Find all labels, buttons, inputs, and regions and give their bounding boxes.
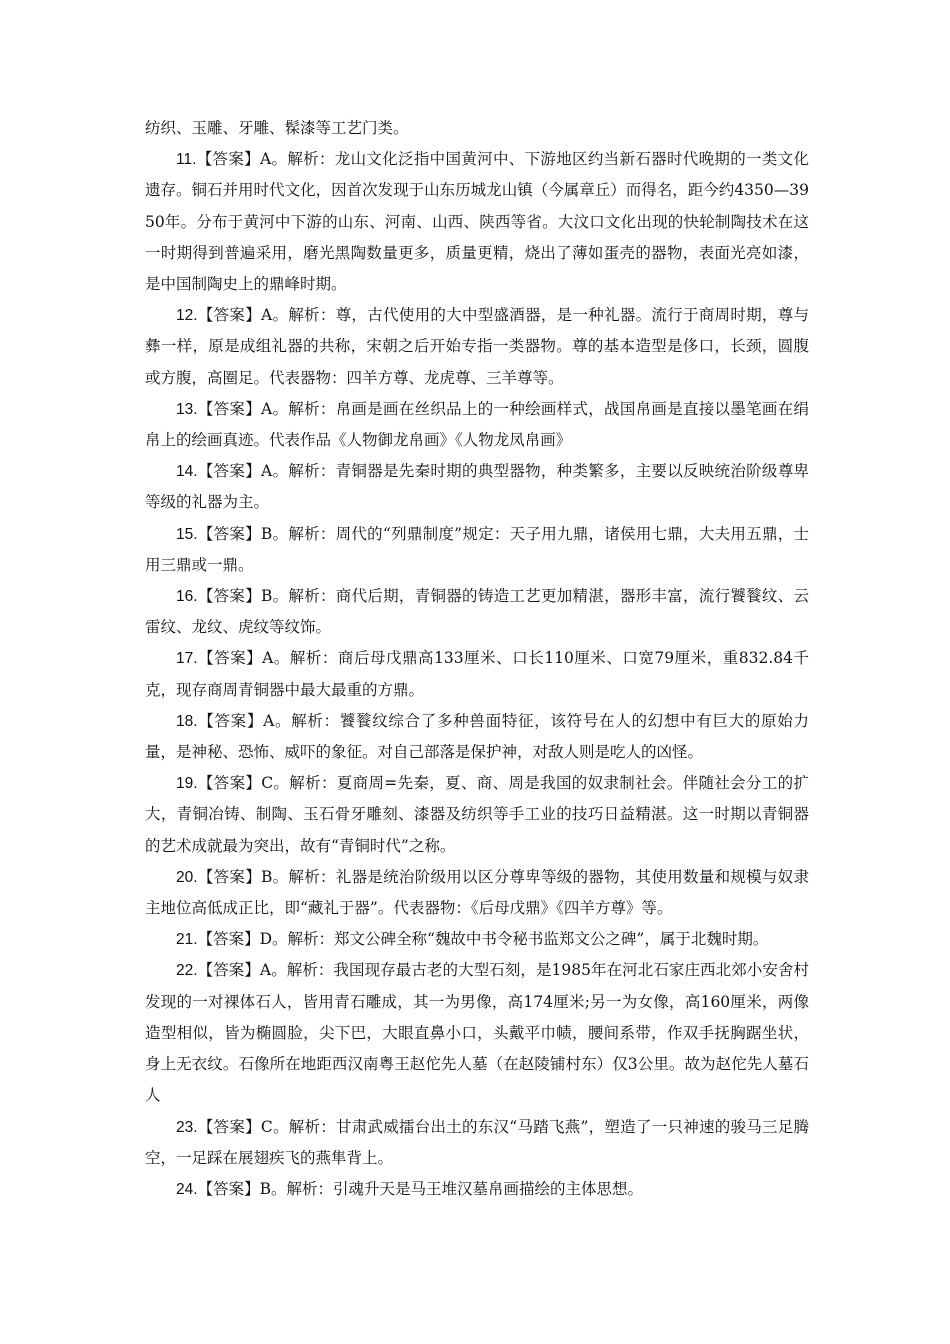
answer-number: 18. (176, 712, 198, 730)
answer-text: 【答案】C。解析：夏商周=先秦，夏、商、周是我国的奴隶制社会。伴随社会分工的扩大，青铜冶铸、制陶、玉石骨牙雕刻、漆器及纺织等手工业的技巧日益精湛。这一时期以青铜器的艺术成就最为突出，故有“青铜时代”之称。 (145, 774, 809, 855)
answer-paragraph (145, 144, 809, 300)
answer-paragraph (145, 862, 809, 924)
answer-number: 11. (176, 151, 197, 169)
answer-number: 21. (176, 931, 198, 949)
answer-paragraph (145, 394, 809, 456)
document-page (145, 113, 809, 1205)
answer-paragraph (145, 924, 809, 955)
answer-paragraph (145, 581, 809, 643)
answer-text: 【答案】A。解析：龙山文化泛指中国黄河中、下游地区约当新石器时代晚期的一类文化遗存。铜石并用时代文化，因首次发现于山东历城龙山镇（今属章丘）而得名，距今约4350—3950年。分布于黄河中下游的山东、河南、山西、陕西等省。大汶口文化出现的快轮制陶技术在这一时期得到普遍采用，磨光黑陶数量更多，质量更精，烧出了薄如蛋壳的器物，表面光亮如漆，是中国制陶史上的鼎峰时期。 (145, 150, 809, 294)
answer-paragraph (145, 643, 809, 705)
answer-paragraph (145, 456, 809, 518)
answer-text: 【答案】A。解析：饕餮纹综合了多种兽面特征，该符号在人的幻想中有巨大的原始力量，是神秘、恐怖、威吓的象征。对自己部落是保护神，对敌人则是吃人的凶怪。 (145, 711, 809, 762)
answer-number: 24. (176, 1180, 198, 1198)
answer-number: 23. (176, 1118, 198, 1136)
answer-number: 15. (176, 525, 198, 543)
answer-paragraph (145, 300, 809, 394)
answer-paragraph (145, 706, 809, 768)
answer-number: 16. (176, 588, 198, 606)
answer-text: 【答案】B。解析：周代的“列鼎制度”规定：天子用九鼎，诸侯用七鼎，大夫用五鼎，士用三鼎或一鼎。 (145, 524, 809, 574)
answer-text: 【答案】A。解析：尊，古代使用的大中型盛酒器，是一种礼器。流行于商周时期，尊与彝一样，原是成组礼器的共称，宋朝之后开始专指一类器物。尊的基本造型是侈口，长颈，圆腹或方腹，高圈足。代表器物：四羊方尊、龙虎尊、三羊尊等。 (145, 306, 809, 387)
answer-text: 【答案】B。解析：商代后期，青铜器的铸造工艺更加精湛，器形丰富，流行饕餮纹、云雷纹、龙纹、虎纹等纹饰。 (145, 587, 809, 637)
answer-paragraph (145, 1112, 809, 1174)
answer-text: 【答案】A。解析：帛画是画在丝织品上的一种绘画样式，战国帛画是直接以墨笔画在绢帛上的绘画真迹。代表作品《人物御龙帛画》《人物龙凤帛画》 (145, 399, 809, 450)
answer-paragraph (145, 519, 809, 581)
continuation-paragraph: 纺织、玉雕、牙雕、髹漆等工艺门类。 (145, 119, 409, 137)
answer-number: 17. (176, 650, 198, 668)
answer-number: 13. (176, 400, 198, 418)
answer-list (145, 144, 809, 1205)
answer-text: 【答案】C。解析：甘肃武威擂台出土的东汉“马踏飞燕”，塑造了一只神速的骏马三足腾空，一足踩在展翅疾飞的燕隼背上。 (145, 1117, 809, 1167)
answer-text: 【答案】A。解析：青铜器是先秦时期的典型器物，种类繁多，主要以反映统治阶级尊卑等级的礼器为主。 (145, 462, 809, 512)
answer-text: 【答案】B。解析：礼器是统治阶级用以区分尊卑等级的器物，其使用数量和规模与奴隶主地位高低成正比，即“藏礼于器”。代表器物：《后母戊鼎》《四羊方尊》等。 (145, 867, 809, 918)
answer-paragraph (145, 955, 809, 1111)
answer-number: 12. (176, 307, 198, 325)
answer-paragraph (145, 768, 809, 862)
answer-number: 20. (176, 868, 198, 886)
answer-text: 【答案】A。解析：我国现存最古老的大型石刻，是1985年在河北石家庄西北郊小安舍村发现的一对裸体石人，皆用青石雕成，其一为男像，高174厘米;另一为女像，高160厘米，两像造型相似，皆为椭圆脸，尖下巴，大眼直鼻小口，头戴平巾帻，腰间系带，作双手抚胸踞坐状，身上无衣纹。石像所在地距西汉南粤王赵佗先人墓（在赵陵铺村东）仅3公里。故为赵佗先人墓石人 (145, 961, 809, 1105)
answer-paragraph (145, 1174, 809, 1205)
answer-text: 【答案】B。解析：引魂升天是马王堆汉墓帛画描绘的主体思想。 (197, 1179, 643, 1198)
answer-number: 19. (176, 775, 198, 793)
answer-text: 【答案】A。解析：商后母戊鼎高133厘米、口长110厘米、口宽79厘米，重832.84千克，现存商周青铜器中最大最重的方鼎。 (145, 649, 809, 699)
answer-number: 22. (176, 962, 198, 980)
answer-text: 【答案】D。解析：郑文公碑全称“魏故中书令秘书监郑文公之碑”，属于北魏时期。 (197, 930, 769, 949)
answer-number: 14. (176, 463, 198, 481)
